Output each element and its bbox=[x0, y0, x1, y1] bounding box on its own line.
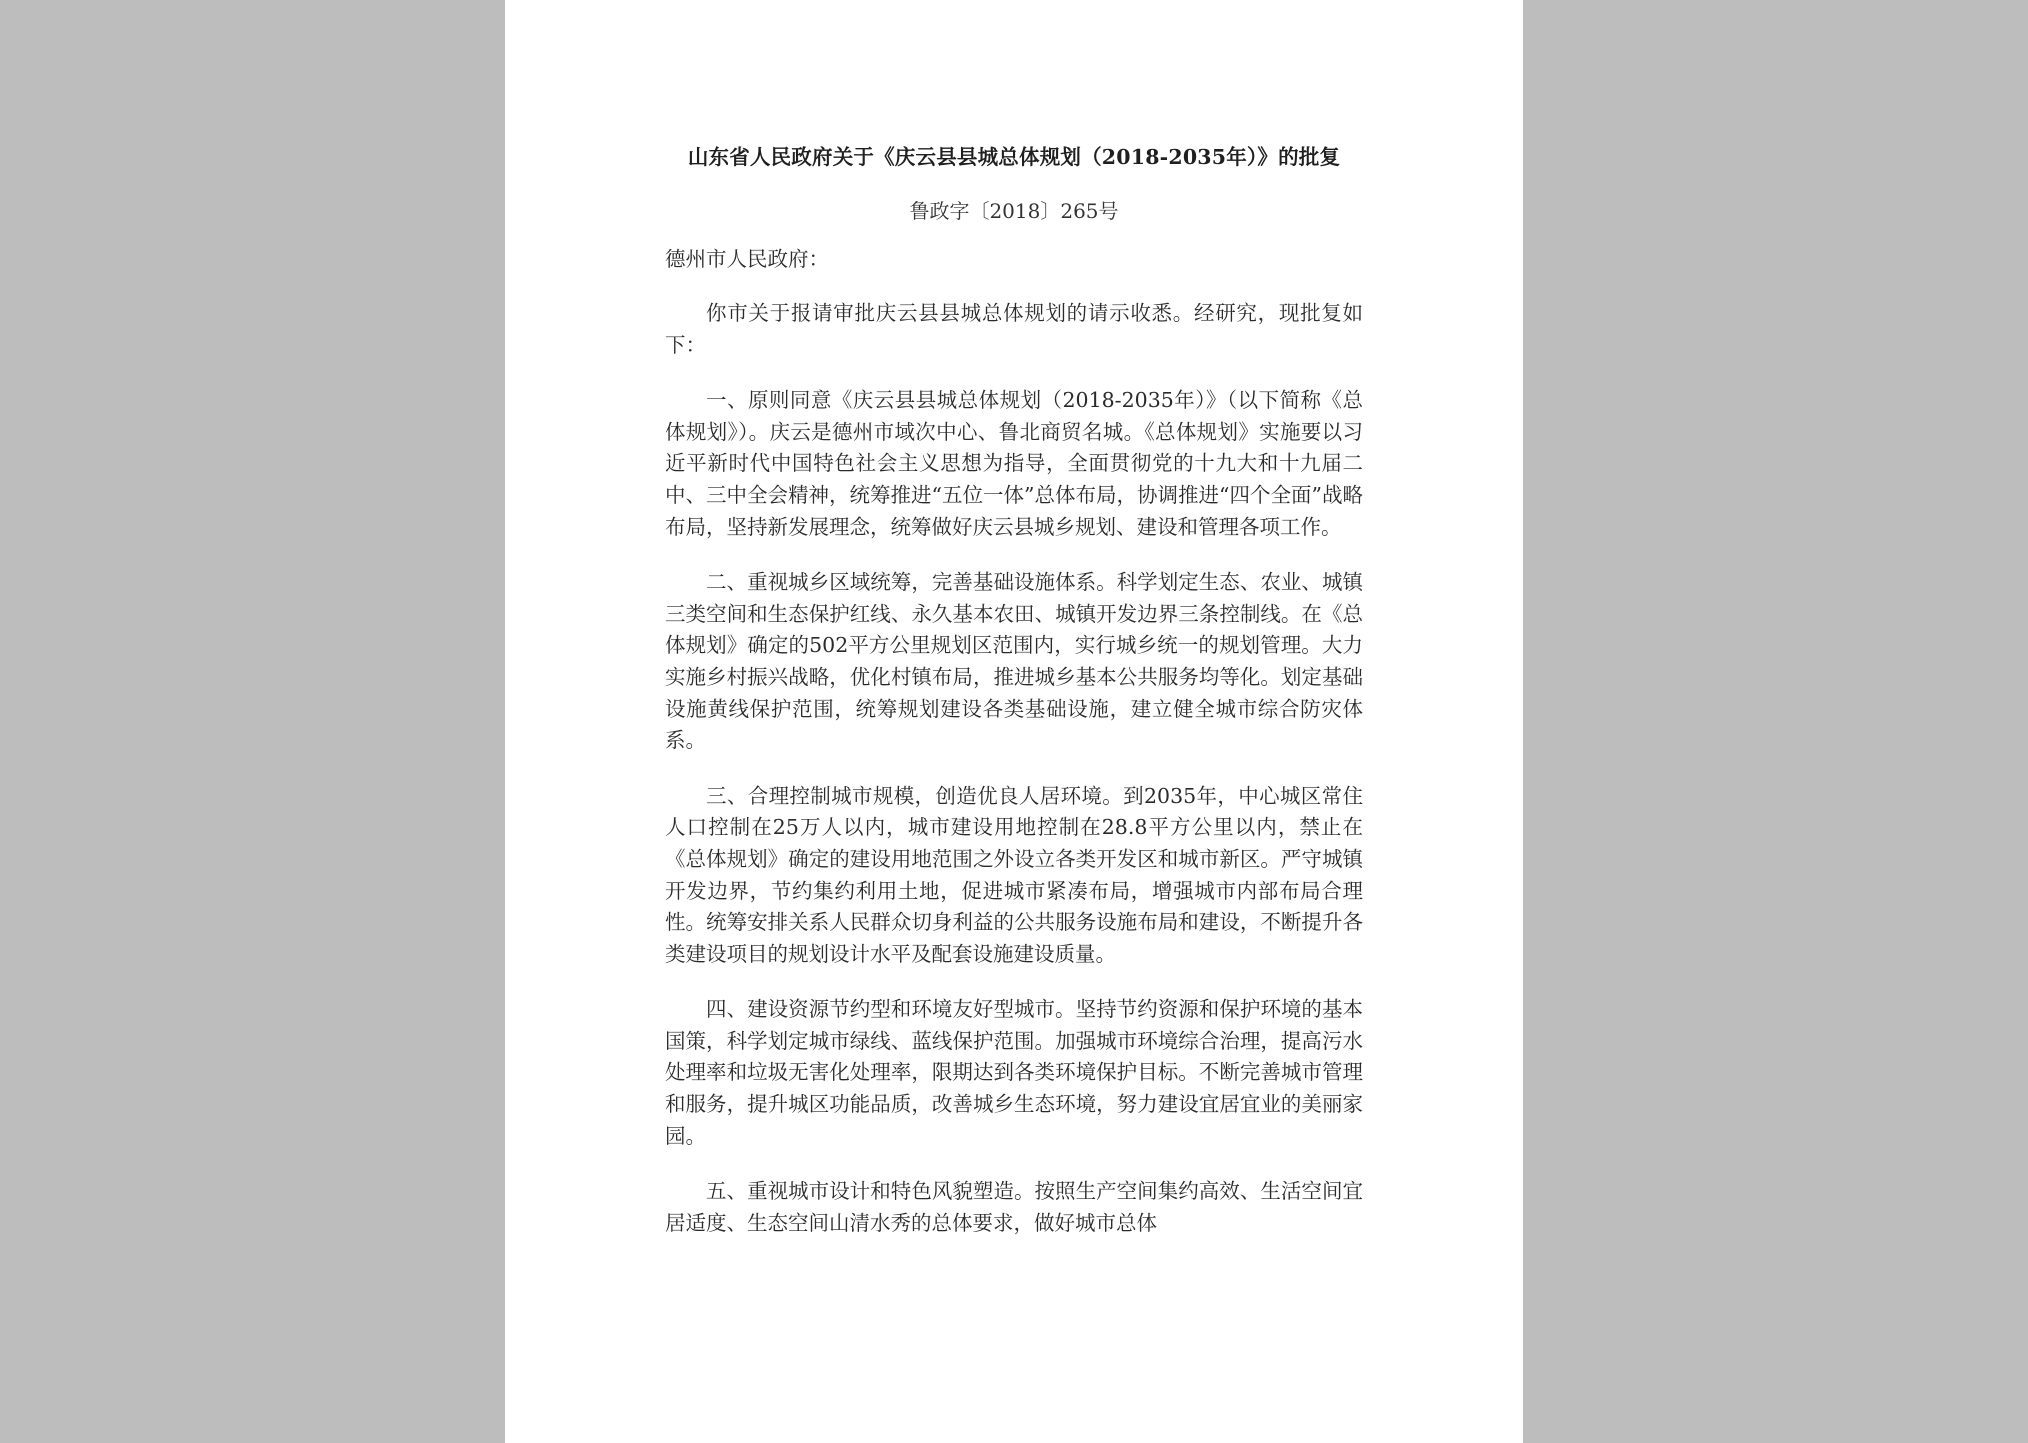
addressee: 德州市人民政府： bbox=[665, 247, 829, 271]
paragraph-item-4: 四、建设资源节约型和环境友好型城市。坚持节约资源和保护环境的基本国策，科学划定城市绿线、蓝线保护范围。加强城市环境综合治理，提高污水处理率和垃圾无害化处理率，限期达到各类环境保护目标。不断完善城市管理和服务，提升城区功能品质，改善城乡生态环境，努力建设宜居宜业的美丽家园。 bbox=[665, 997, 1363, 1148]
paragraph-item-1: 一、原则同意《庆云县县城总体规划（2018-2035年）》（以下简称《总体规划》）。庆云是德州市域次中心、鲁北商贸名城。《总体规划》实施要以习近平新时代中国特色社会主义思想为指导，全面贯彻党的十九大和十九届二中、三中全会精神，统筹推进“五位一体”总体布局，协调推进“四个全面”战略布局，坚持新发展理念，统筹做好庆云县城乡规划、建设和管理各项工作。 bbox=[665, 388, 1363, 539]
paragraph-item-2: 二、重视城乡区域统筹，完善基础设施体系。科学划定生态、农业、城镇三类空间和生态保护红线、永久基本农田、城镇开发边界三条控制线。在《总体规划》确定的502平方公里规划区范围内，实行城乡统一的规划管理。大力实施乡村振兴战略，优化村镇布局，推进城乡基本公共服务均等化。划定基础设施黄线保护范围，统筹规划建设各类基础设施，建立健全城市综合防灾体系。 bbox=[665, 570, 1363, 753]
paragraph-intro: 你市关于报请审批庆云县县城总体规划的请示收悉。经研究，现批复如下： bbox=[665, 301, 1363, 357]
document-title: 山东省人民政府关于《庆云县县城总体规划（2018-2035年）》的批复 bbox=[687, 145, 1341, 169]
paragraph-item-5: 五、重视城市设计和特色风貌塑造。按照生产空间集约高效、生活空间宜居适度、生态空间山清水秀的总体要求，做好城市总体 bbox=[665, 1179, 1363, 1235]
document-body bbox=[665, 140, 1363, 1239]
document-number: 鲁政字〔2018〕265号 bbox=[909, 199, 1119, 223]
document-page bbox=[505, 0, 1523, 1443]
paragraph-item-3: 三、合理控制城市规模，创造优良人居环境。到2035年，中心城区常住人口控制在25万人以内，城市建设用地控制在28.8平方公里以内，禁止在《总体规划》确定的建设用地范围之外设立各类开发区和城市新区。严守城镇开发边界，节约集约利用土地，促进城市紧凑布局，增强城市内部布局合理性。统筹安排关系人民群众切身利益的公共服务设施布局和建设，不断提升各类建设项目的规划设计水平及配套设施建设质量。 bbox=[665, 783, 1363, 966]
